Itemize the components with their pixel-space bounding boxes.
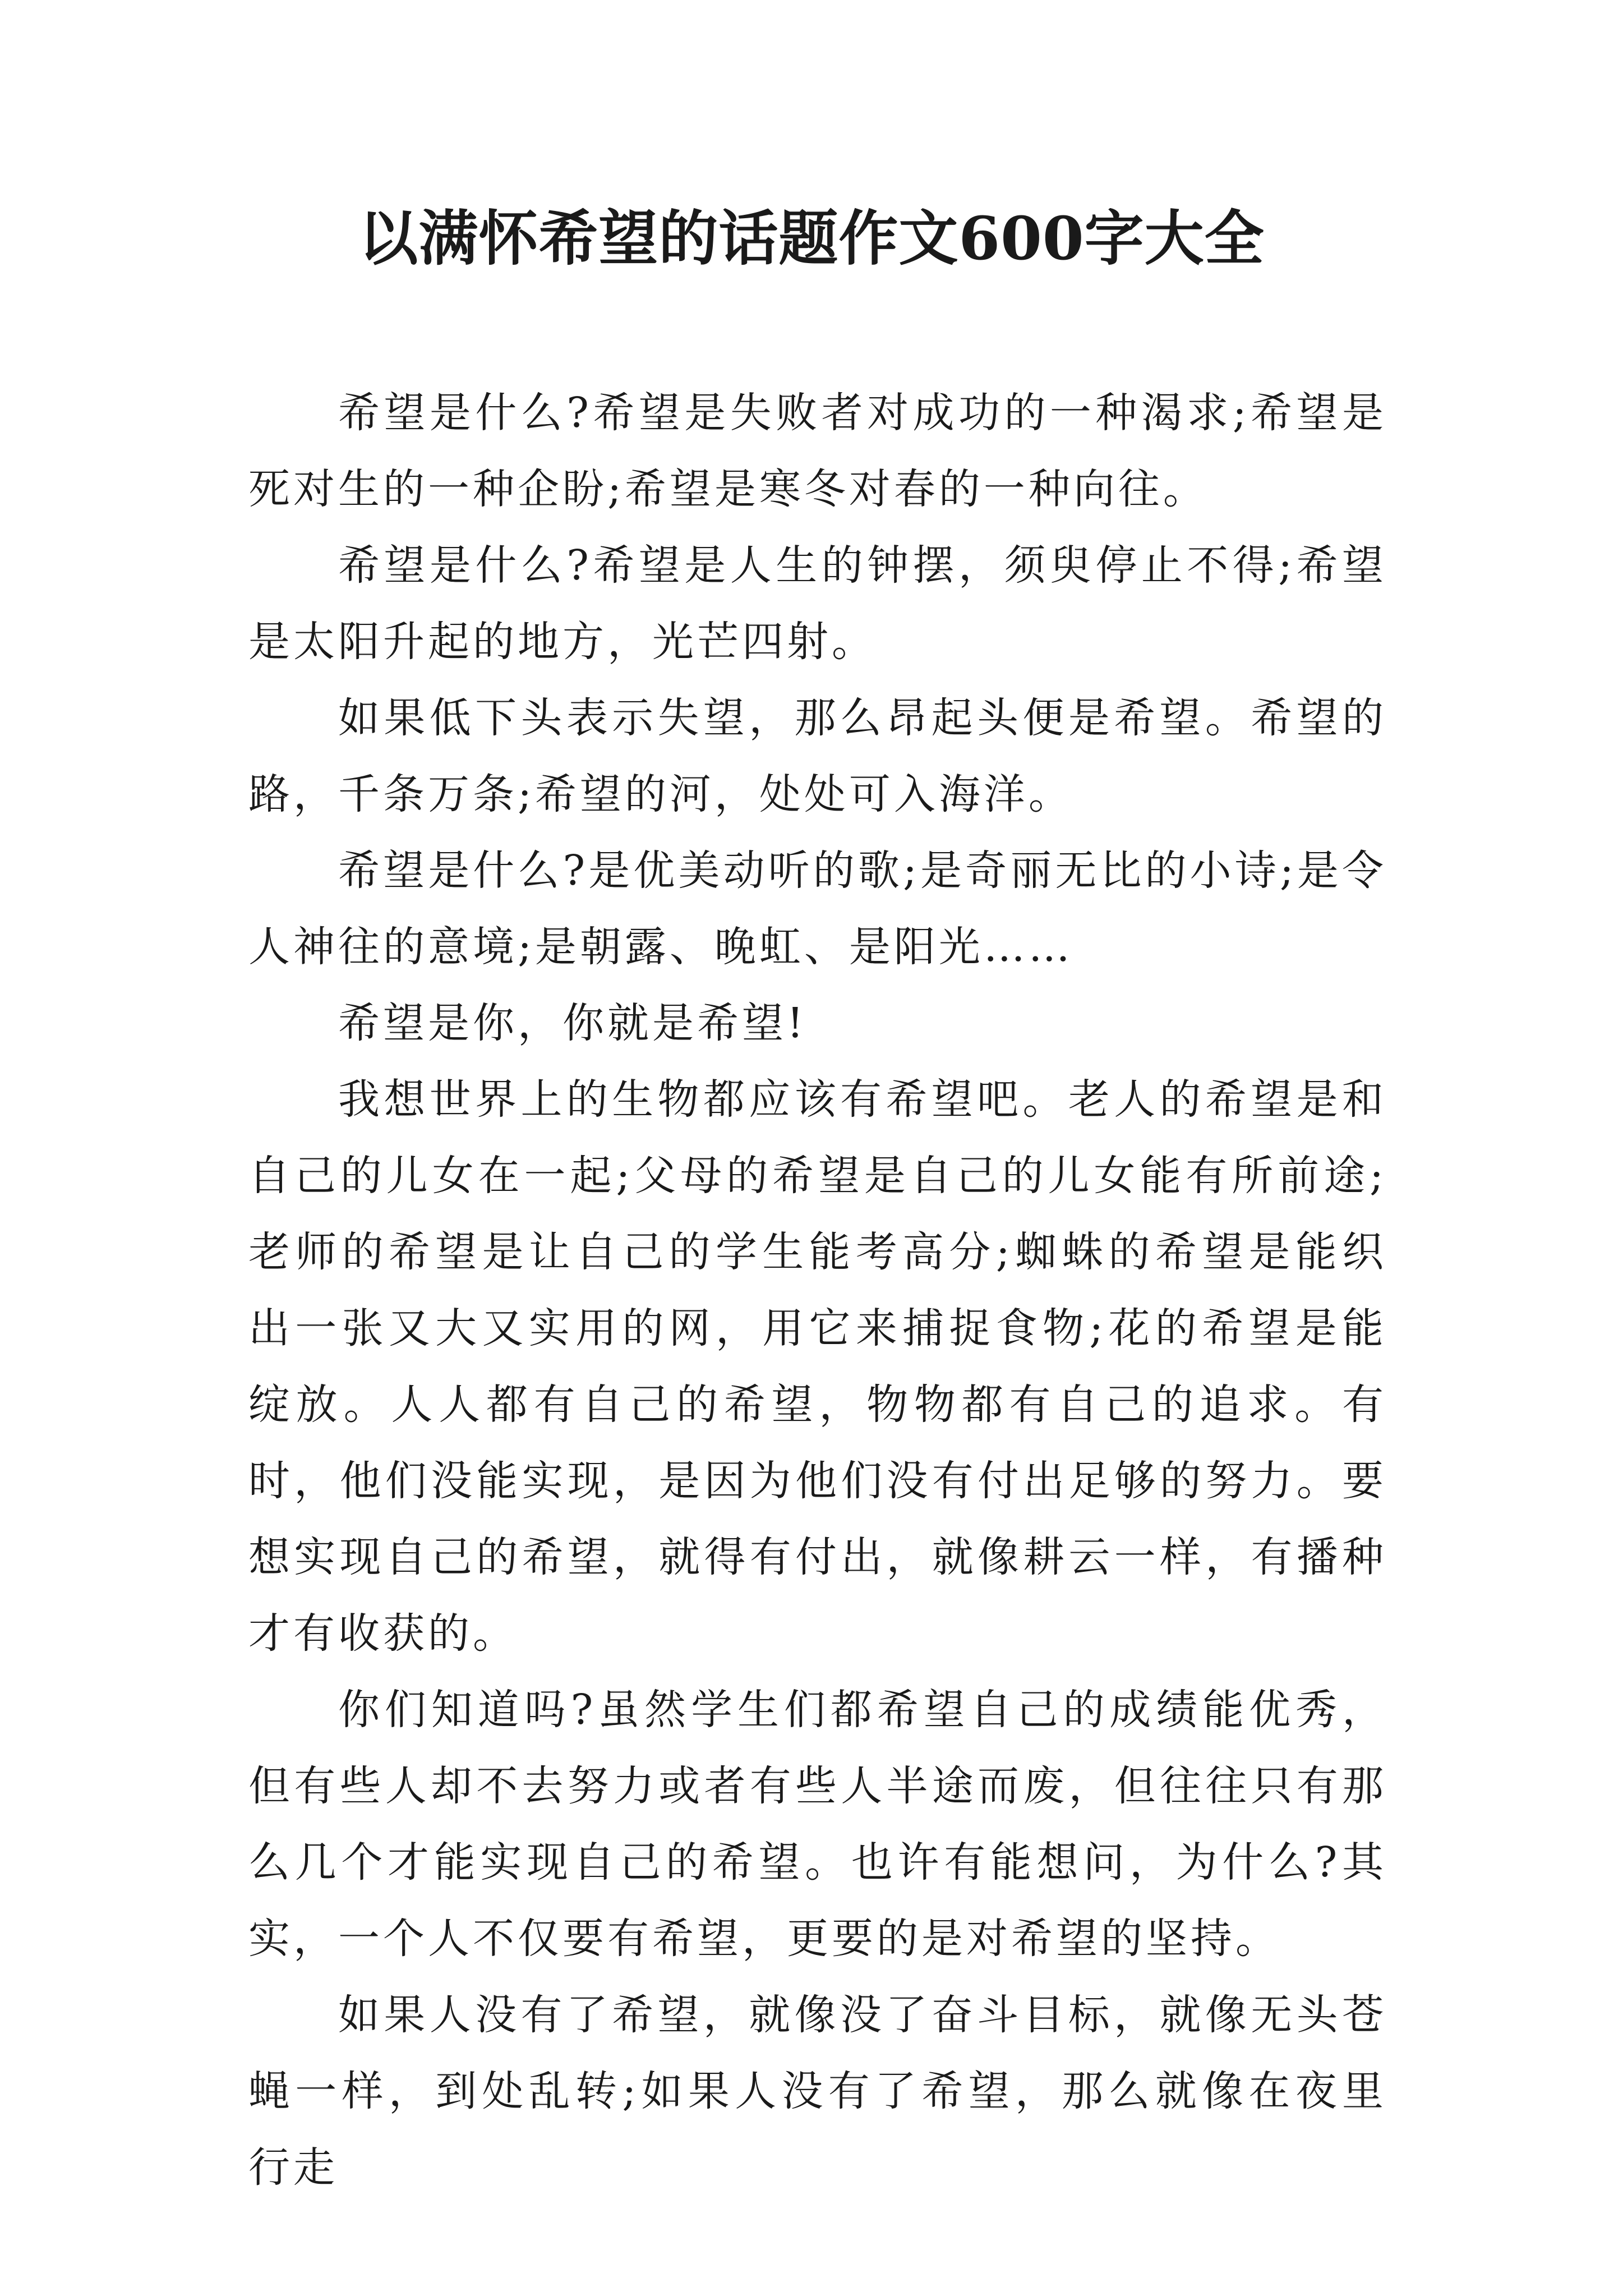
paragraph: 希望是什么?是优美动听的歌;是奇丽无比的小诗;是令人神往的意境;是朝露、晚虹、是阳光…… [248,846,1387,971]
paragraph: 如果人没有了希望，就像没了奋斗目标，就像无头苍蝇一样，到处乱转;如果人没有了希望，那么就像在夜里行走 [248,1991,1387,2192]
paragraph: 我想世界上的生物都应该有希望吧。老人的希望是和自己的儿女在一起;父母的希望是自己的儿女能有所前途;老师的希望是让自己的学生能考高分;蜘蛛的希望是能织出一张又大又实用的网，用它来捕捉食物;花的希望是能绽放。人人都有自己的希望，物物都有自己的追求。有时，他们没能实现，是因为他们没有付出足够的努力。要想实现自己的希望，就得有付出，就像耕云一样，有播种才有收获的。 [248,1075,1387,1658]
paragraph: 你们知道吗?虽然学生们都希望自己的成绩能优秀，但有些人却不去努力或者有些人半途而废，但往往只有那么几个才能实现自己的希望。也许有能想问，为什么?其实，一个人不仅要有希望，更要的是对希望的坚持。 [248,1686,1387,1963]
paragraph: 希望是你，你就是希望! [338,999,807,1047]
document-title: 以满怀希望的话题作文600字大全 [358,203,1265,273]
paragraph: 希望是什么?希望是失败者对成功的一种渴求;希望是死对生的一种企盼;希望是寒冬对春的一种向往。 [248,389,1387,513]
document-body [248,375,1387,2206]
paragraph: 希望是什么?希望是人生的钟摆，须臾停止不得;希望是太阳升起的地方，光芒四射。 [248,541,1387,666]
paragraph: 如果低下头表示失望，那么昂起头便是希望。希望的路，千条万条;希望的河，处处可入海洋。 [248,694,1387,818]
